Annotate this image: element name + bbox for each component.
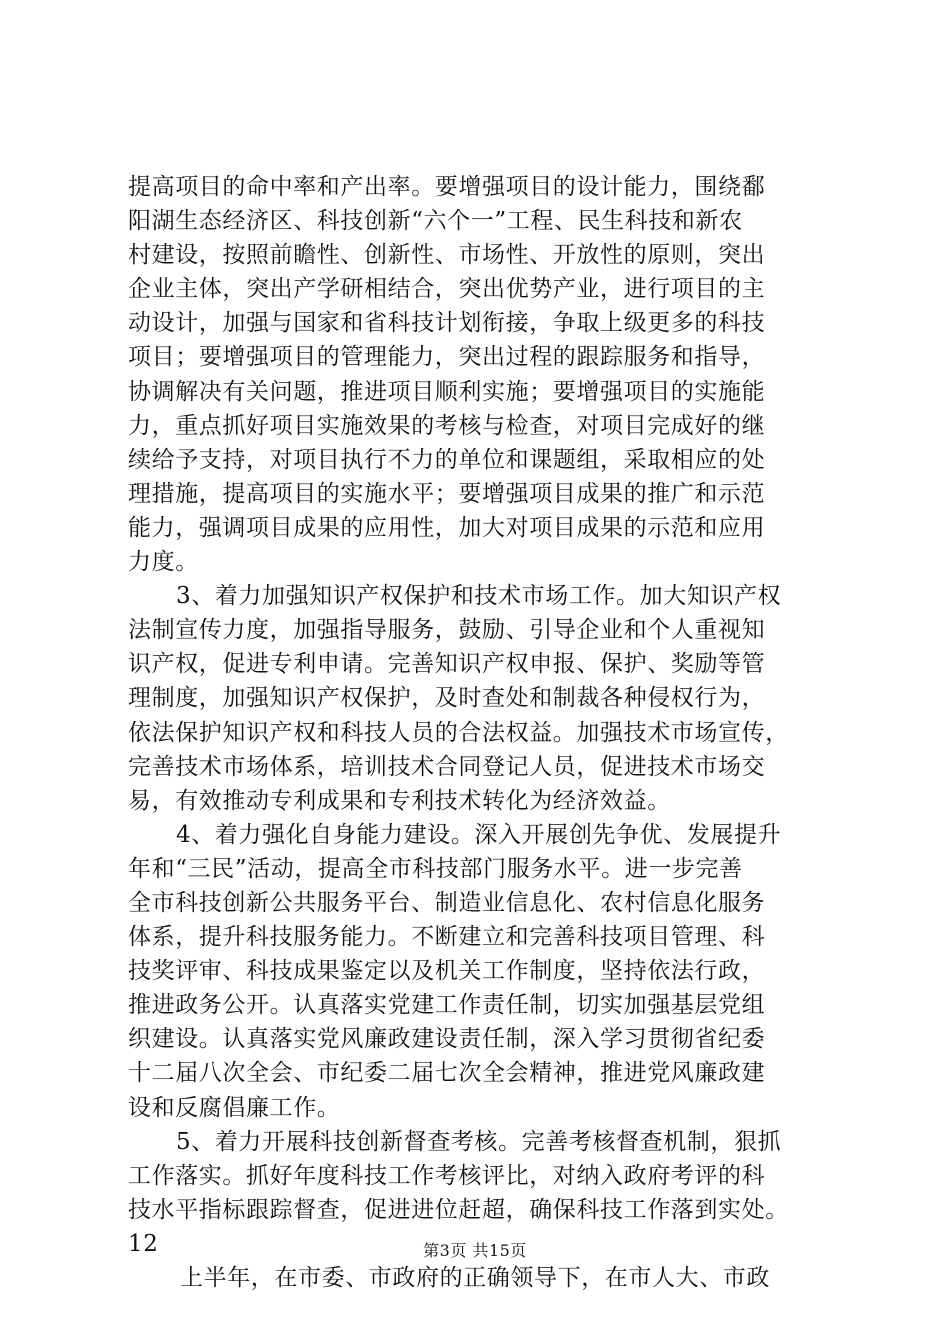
text-line: 能力，强调项目成果的应用性，加大对项目成果的示范和应用	[128, 514, 766, 541]
text-line: 力度。	[128, 549, 199, 576]
text-line: 识产权，促进专利申请。完善知识产权申报、保护、奖励等管	[128, 651, 766, 678]
paragraph-5-first-line: 5、着力开展科技创新督查考核。完善考核督查机制，狠抓	[176, 1128, 782, 1155]
text-line: 推进政务公开。认真落实党建工作责任制，切实加强基层党组	[128, 992, 766, 1019]
document-body	[128, 170, 838, 1295]
text-line: 阳湖生态经济区、科技创新“六个一”工程、民生科技和新农	[128, 208, 743, 235]
text-line: 动设计，加强与国家和省科技计划衔接，争取上级更多的科技	[128, 310, 766, 337]
text-line: 企业主体，突出产学研相结合，突出优势产业，进行项目的主	[128, 276, 766, 303]
text-line: 技水平指标跟踪督查，促进进位赶超，确保科技工作落到实处。	[128, 1196, 789, 1223]
text-line: 完善技术市场体系，培训技术合同登记人员，促进技术市场交	[128, 753, 766, 780]
text-line: 续给予支持，对项目执行不力的单位和课题组，采取相应的处	[128, 446, 766, 473]
text-line: 技奖评审、科技成果鉴定以及机关工作制度，坚持依法行政，	[128, 958, 766, 985]
text-line: 十二届八次全会、市纪委二届七次全会精神，推进党风廉政建	[128, 1060, 766, 1087]
text-line: 法制宣传力度，加强指导服务，鼓励、引导企业和个人重视知	[128, 617, 766, 644]
text-line: 设和反腐倡廉工作。	[128, 1094, 341, 1121]
text-line: 协调解决有关问题，推进项目顺利实施；要增强项目的实施能	[128, 378, 766, 405]
text-line: 村建设，按照前瞻性、创新性、市场性、开放性的原则，突出	[128, 242, 766, 269]
text-line: 项目；要增强项目的管理能力，突出过程的跟踪服务和指导，	[128, 344, 766, 371]
text-line: 织建设。认真落实党风廉政建设责任制，深入学习贯彻省纪委	[128, 1026, 766, 1053]
text-line: 力，重点抓好项目实施效果的考核与检查，对项目完成好的继	[128, 412, 766, 439]
paragraph-3-first-line: 3、着力加强知识产权保护和技术市场工作。加大知识产权	[176, 583, 782, 610]
paragraph-4-first-line: 4、着力强化自身能力建设。深入开展创先争优、发展提升	[176, 821, 782, 848]
text-line: 年和“三民”活动，提高全市科技部门服务水平。进一步完善	[128, 855, 743, 882]
text-line: 全市科技创新公共服务平台、制造业信息化、农村信息化服务	[128, 889, 766, 916]
text-line: 理措施，提高项目的实施水平；要增强项目成果的推广和示范	[128, 480, 766, 507]
text-line: 工作落实。抓好年度科技工作考核评比，对纳入政府考评的科	[128, 1162, 766, 1189]
text-line: 理制度，加强知识产权保护，及时查处和制裁各种侵权行为，	[128, 685, 766, 712]
text-line: 体系，提升科技服务能力。不断建立和完善科技项目管理、科	[128, 924, 766, 951]
paragraph-next-first-line: 上半年，在市委、市政府的正确领导下，在市人大、市政	[180, 1265, 770, 1291]
page-footer: 第3页 共15页	[423, 1241, 527, 1260]
text-line: 提高项目的命中率和产出率。要增强项目的设计能力，围绕鄱	[128, 174, 766, 200]
text-line: 易，有效推动专利成果和专利技术转化为经济效益。	[128, 787, 671, 814]
text-line-number: 12	[128, 1230, 159, 1257]
text-line: 依法保护知识产权和科技人员的合法权益。加强技术市场宣传，	[128, 719, 789, 746]
